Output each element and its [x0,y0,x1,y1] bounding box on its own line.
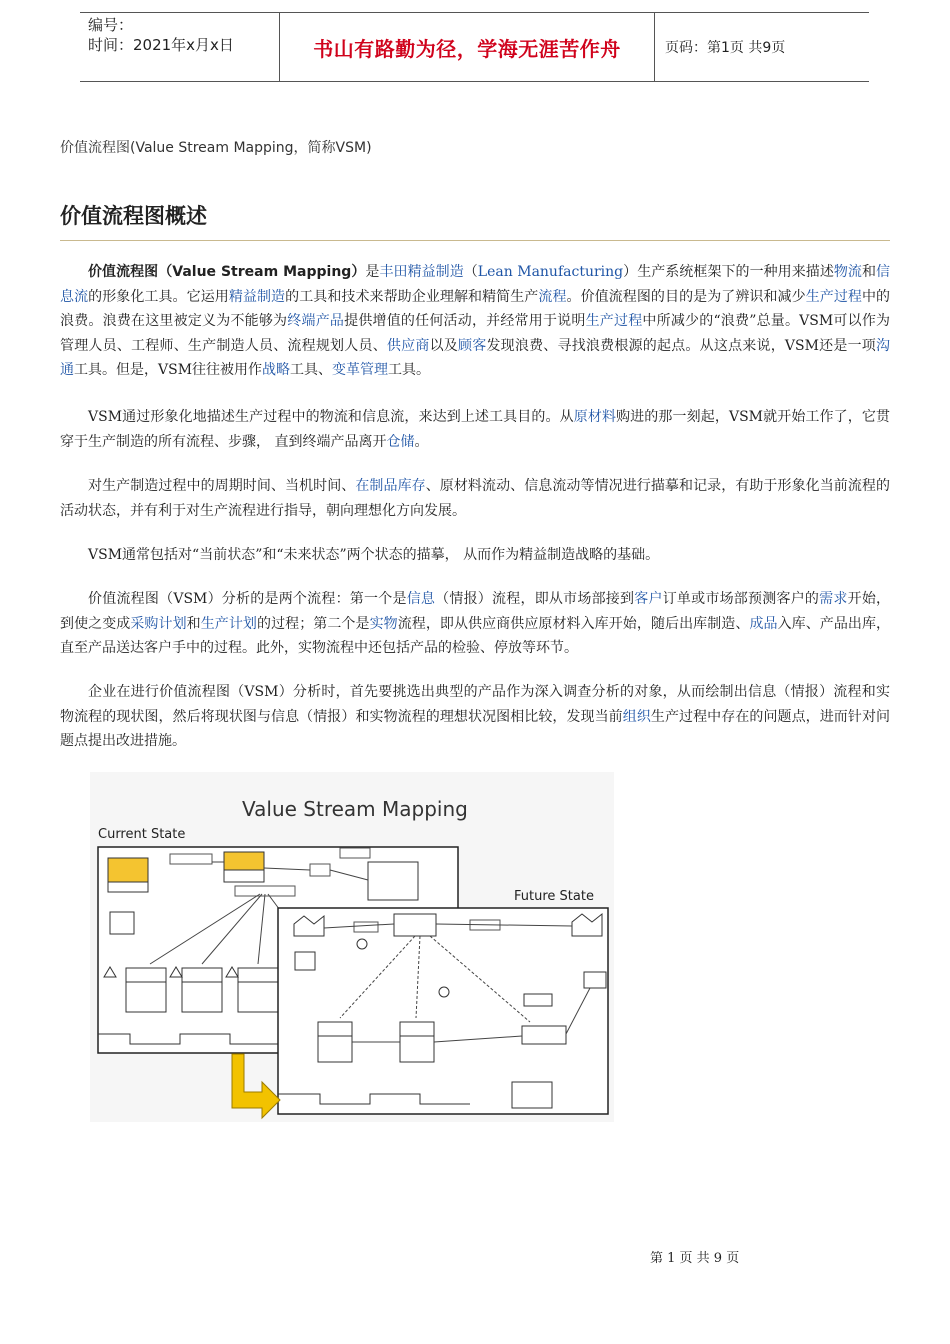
text: 以及 [429,337,458,354]
link-lean-manufacturing[interactable]: Lean Manufacturing [477,264,624,280]
link-demand[interactable]: 需求 [819,591,848,607]
future-state-label: Future State [514,889,594,904]
link-change-management[interactable]: 变革管理 [332,362,389,378]
text: 工具、 [290,362,333,378]
text: 开始，到使之变成 [60,591,891,632]
vsm-figure [90,772,614,1122]
text: 工具。但是，VSM往往被用作 [74,362,263,378]
link-process[interactable]: 流程 [538,288,567,305]
link-raw-material[interactable]: 原材料 [573,409,617,425]
link-logistics[interactable]: 物流 [833,264,862,280]
link-lean-2[interactable]: 精益制造 [228,288,286,305]
link-end-product[interactable]: 终端产品 [287,313,345,329]
text: 、原材料流动、信息流动等情况进行描摹和记录，有助于形象化当前流程的活动状态，并有利于对生产流程进行指导，朝向理想化方向发展。 [60,478,891,519]
text: 订单或市场部预测客户的 [662,591,820,607]
section-divider [60,240,890,241]
link-supplier[interactable]: 供应商 [386,337,430,354]
header-date: 时间：2021年x月x日 [88,36,234,54]
future-state-map [278,908,608,1114]
link-communication[interactable]: 沟通 [60,337,891,378]
text: 的工具和技术来帮助企业理解和精简生产 [285,288,539,305]
link-lean[interactable]: 精益制造 [407,264,464,280]
link-organization[interactable]: 组织 [622,708,651,725]
text: （ [463,264,478,280]
text: 是 [365,264,380,280]
text: 。 [414,433,429,450]
link-info-flow[interactable]: 信息流 [60,264,891,305]
link-purchase-plan[interactable]: 采购计划 [130,615,187,632]
text: 对生产制造过程中的周期时间、当机时间、 [88,478,356,494]
link-client[interactable]: 客户 [634,591,663,607]
text: 购进的那一刻起，VSM就开始工作了，它贯穿于生产制造的所有流程、步骤， 直到终端产品离开 [60,409,890,450]
link-warehouse[interactable]: 仓储 [386,433,415,450]
text: 和 [861,264,877,280]
link-finished-goods[interactable]: 成品 [749,615,778,632]
link-production-process[interactable]: 生产过程 [805,288,862,305]
figure-title: Value Stream Mapping [242,797,468,821]
link-production-plan[interactable]: 生产计划 [200,615,257,632]
paragraph-5 [60,587,890,661]
text: 。价值流程图的目的是为了辨识和减少 [566,288,806,305]
text: 的形象化工具。它运用 [88,288,229,305]
link-strategy[interactable]: 战略 [262,362,291,378]
link-production-process-2[interactable]: 生产过程 [585,313,643,329]
page-header [80,12,869,82]
header-page-number: 页码：第1页 共9页 [665,40,786,56]
text: 中所减少的“浪费”总量。VSM可以作为管理人员、工程师、生产制造人员、流程规划人员、 [60,313,891,354]
link-information[interactable]: 信息 [406,591,436,607]
text: 发现浪费、寻找浪费根源的起点。从这点来说，VSM还是一项 [486,337,877,354]
text: VSM通常包括对“当前状态”和“未来状态”两个状态的描摹， 从而作为精益制造战略的基础。 [88,547,660,563]
text: 工具。 [388,362,431,378]
section-title: 价值流程图概述 [60,204,207,228]
link-toyota[interactable]: 丰田 [379,264,408,280]
paragraph-6 [60,680,890,754]
current-state-label: Current State [98,827,186,842]
text: ）生产系统框架下的一种用来描述 [623,264,834,280]
link-physical[interactable]: 实物 [369,615,398,632]
header-number: 编号： [88,16,134,34]
text: 价值流程图（VSM）分析的是两个流程：第一个是 [88,591,407,607]
paragraph-2 [60,405,890,454]
text: 的过程；第二个是 [257,615,370,632]
text: 入库、产品出库，直至产品送达客户手中的过程。此外，实物流程中还包括产品的检验、停放等环节。 [60,615,891,656]
doc-subtitle: 价值流程图(Value Stream Mapping，简称VSM) [60,140,372,156]
text: 提供增值的任何活动，并经常用于说明 [344,313,586,329]
page-footer: 第 1 页 共 9 页 [650,1251,740,1266]
text: 企业在进行价值流程图（VSM）分析时，首先要挑选出典型的产品作为深入调查分析的对象，从而绘制出信息（情报）流程和实物流程的现状图，然后将现状图与信息（情报）和实物流程的理想状况图相比较，发现当前 [60,684,890,725]
paragraph-4 [60,543,890,568]
text: 生产过程中存在的问题点，进而针对问题点提出改进措施。 [60,708,891,749]
text: VSM通过形象化地描述生产过程中的物流和信息流，来达到上述工具目的。从 [88,409,574,425]
paragraph-1 [60,260,890,383]
link-customer[interactable]: 顾客 [458,337,487,354]
paragraph-3 [60,474,890,523]
link-wip-inventory[interactable]: 在制品库存 [355,478,426,494]
header-motto: 书山有路勤为径，学海无涯苦作舟 [280,13,655,81]
text: 和 [186,615,201,632]
header-meta [80,13,280,81]
term-vsm: 价值流程图（Value Stream Mapping） [88,264,366,280]
text: 中的浪费。浪费在这里被定义为不能够为 [60,288,891,329]
text: （情报）流程，即从市场部接到 [435,591,635,607]
text: 流程，即从供应商供应原材料入库开始，随后出库制造、 [397,615,750,632]
